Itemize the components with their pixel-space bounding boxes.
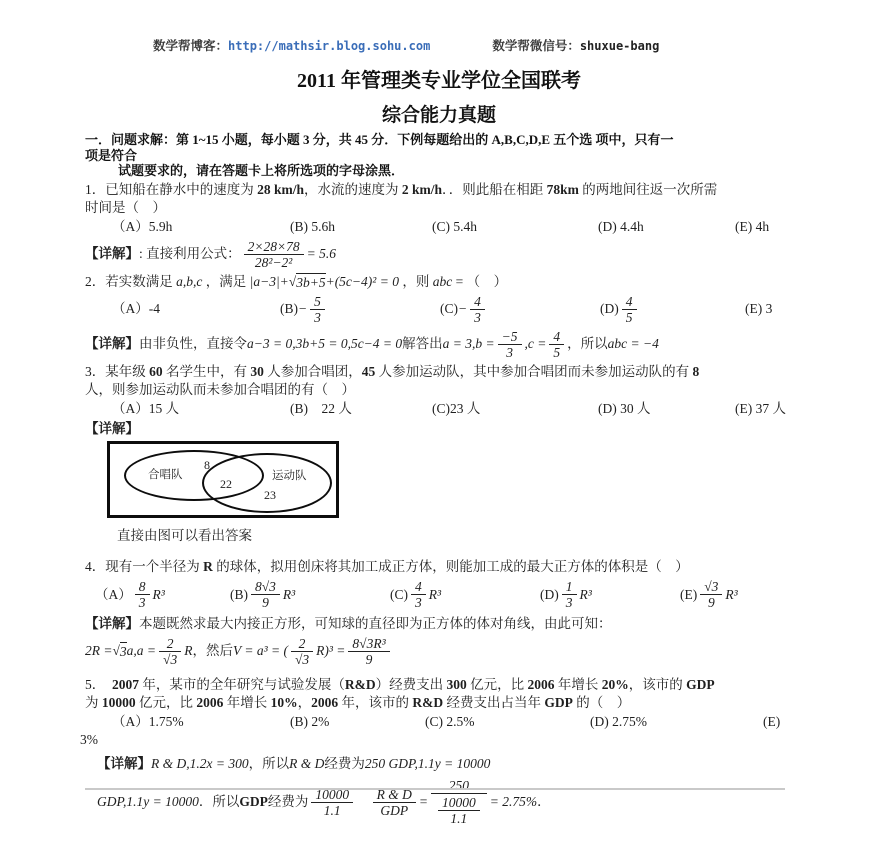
question-5-stem-line-1: 5． 2007 年，某市的全年研究与试验发展（R&D）经费支出 300 亿元，比 2006 年增长 20%，该市的 GDP: [85, 676, 715, 692]
question-3-options: [85, 400, 793, 418]
question-5-options: [85, 713, 793, 731]
venn-intersection-value: 22: [220, 476, 232, 491]
question-4-option-d: (D) $\frac{1}{3}$ R³: [540, 579, 592, 610]
question-3-solution-label: 【详解】: [85, 420, 139, 436]
question-2-option-d: (D) $\frac{4}{5}$: [600, 293, 745, 326]
question-5-option-a: （A）1.75%: [112, 713, 184, 729]
question-5: [80, 676, 793, 828]
question-5-solution-line-2: GDP,1.1y = 10000 ．所以 GDP 经费为 $\frac{10000}{1.1}$ $\frac{R \& D}{\text{GDP}}$ = $\frac{250}{\frac{10000}{1.1}}$ = 2.75% ．: [97, 777, 551, 826]
venn-right-label: 运动队: [272, 469, 307, 482]
question-3-stem-line-1: 3．某年级 60 名学生中，有 30 人参加合唱团，45 人参加运动队，其中参加合唱团而未参加运动队的有 8: [85, 363, 700, 379]
instructions-line-2: 项是符合: [85, 147, 138, 163]
blog-url-link[interactable]: http://mathsir.blog.sohu.com: [228, 39, 431, 53]
venn-right-value: 23: [264, 487, 276, 502]
question-1-option-b: (B) 5.6h: [290, 218, 335, 234]
question-4: [85, 558, 793, 668]
question-2-option-c: (C) − $\frac{4}{3}$: [440, 293, 600, 326]
question-5-option-d: (D) 2.75%: [590, 713, 647, 729]
question-3-option-e: (E) 37 人: [735, 400, 786, 416]
blog-label: 数学帮博客：: [153, 39, 229, 53]
question-5-option-e: (E): [763, 713, 781, 729]
question-1-option-d: (D) 4.4h: [598, 218, 644, 234]
question-1-options: [85, 218, 793, 236]
question-2-stem-line-1: 2．若实数满足 a,b,c ，满足 |a−3|+ √ 3b+5 +(5c−4)² = 0 ，则 abc = （ ）: [85, 273, 508, 290]
question-3: [85, 363, 793, 544]
question-2: [85, 273, 793, 361]
question-4-solution-line-1: 【详解】 本题既然求最大内接正方形，可知球的直径即为正方体的体对角线，由此可知：: [85, 615, 612, 631]
question-2-option-a: （A）-4: [112, 301, 160, 316]
instructions-line-1: 一．问题求解：第 1~15 小题，每小题 3 分，共 45 分．下例每题给出的 A,B,C,D,E 五个选 项中，只有一: [85, 132, 674, 147]
wechat-id: shuxue-bang: [579, 39, 660, 53]
question-5-stem-line-2: 为 10000 亿元，比 2006 年增长 10%，2006 年，该市的 R&D 经费支出占当年 GDP 的（ ）: [85, 694, 631, 710]
wechat-label: 数学帮微信号：: [492, 39, 580, 53]
venn-top-value: 8: [204, 457, 210, 472]
instructions-line-3: 试题要求的，请在答题卡上将所选项的字母涂黑．: [118, 163, 405, 178]
question-1-solution: 【详解】 : 直接利用公式： $\frac{2\times 28\times 78}{\text{28²−2²}}$ = 5.6: [85, 238, 336, 270]
question-2-solution: 【详解】 由非负性，直接令 a−3 = 0,3b+5 = 0,5c−4 = 0 解答出 a = 3,b = $\frac{-5}{3}$ ,c = $\frac{4}{5}$ ，所以 abc = −4: [85, 328, 659, 360]
section-instructions: [85, 132, 793, 179]
question-3-option-b: (B) 22 人: [290, 400, 352, 416]
question-4-option-b: (B) $\frac{8√3}{9}$ R³: [230, 579, 296, 610]
question-5-option-b: (B) 2%: [290, 713, 330, 729]
question-4-option-c: (C) $\frac{4}{3}$ R³: [390, 579, 442, 610]
question-5-option-e-overflow: 3%: [80, 731, 98, 747]
question-3-option-d: (D) 30 人: [598, 400, 651, 416]
page-subtitle: 综合能力真题: [381, 105, 496, 126]
venn-left-label: 合唱队: [148, 468, 183, 481]
page-bottom-divider: [85, 788, 785, 790]
question-1-option-c: (C) 5.4h: [432, 218, 477, 234]
question-4-solution-line-2: 2R = √ 3 a,a = $\frac{2}{√3}$ R ，然后 V = a³ = ( $\frac{2}{√3}$ R)³ = $\frac{\text{8√3R³}}{9}$: [85, 635, 793, 668]
question-4-option-a: （A） $\frac{8}{3}$ R³: [95, 579, 165, 610]
question-2-options: [85, 293, 793, 326]
question-3-option-a: （A）15 人: [112, 400, 180, 416]
question-1-stem-line-2: 时间是（ ）: [85, 199, 166, 215]
page-content: [80, 36, 793, 828]
question-1-option-a: （A）5.9h: [112, 218, 173, 234]
question-5-solution-line-1: 【详解】 R & D,1.2x = 300 ，所以 R & D 经费为 250 GDP,1.1y = 10000: [97, 755, 491, 771]
question-4-stem-line-1: 4．现有一个半径为 R 的球体，拟用创床将其加工成正方体，则能加工成的最大正方体的体积是（ ）: [85, 558, 689, 574]
venn-caption: 直接由图可以看出答案: [117, 527, 252, 543]
page-title: 2011 年管理类专业学位全国联考: [297, 70, 581, 92]
question-4-options: [85, 577, 793, 613]
venn-box: [107, 441, 339, 518]
question-1: [85, 181, 793, 271]
question-1-option-e: (E) 4h: [735, 218, 770, 234]
page-header: [85, 36, 793, 54]
question-1-stem-line-1: 1．已知船在静水中的速度为 28 km/h，水流的速度为 2 km/h．．则此船在相距 78km 的两地间往返一次所需: [85, 181, 718, 197]
question-5-option-c: (C) 2.5%: [425, 713, 475, 729]
question-4-option-e: (E) $\frac{√3}{9}$ R³: [680, 579, 738, 610]
question-2-option-b: (B) − $\frac{5}{3}$: [280, 293, 440, 326]
venn-diagram: [107, 441, 793, 544]
question-3-stem-line-2: 人，则参加运动队而未参加合唱团的有（ ）: [85, 381, 355, 397]
question-2-option-e: (E) 3: [745, 301, 773, 316]
question-3-option-c: (C)23 人: [432, 400, 481, 416]
